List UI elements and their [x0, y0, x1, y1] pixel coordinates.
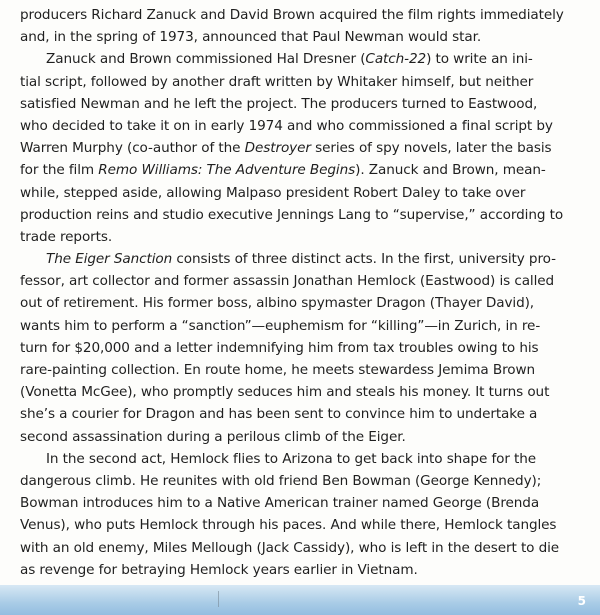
italic-title: Destroyer: [244, 140, 311, 157]
text-line: [20, 470, 580, 492]
text-run: and, in the spring of 1973, announced that Paul Newman would star.: [20, 29, 482, 46]
text-run: who decided to take it on in early 1974 and who commissioned a final script by: [20, 117, 553, 134]
text-line: [20, 448, 580, 470]
text-run: Venus), who puts Hemlock through his paces. And while there, Hemlock tangles: [20, 517, 557, 534]
text-run: with an old enemy, Miles Mellough (Jack Cassidy), who is left in the desert to die: [20, 539, 560, 556]
text-line: [20, 315, 580, 337]
text-run: as revenge for betraying Hemlock years earlier in Vietnam.: [20, 561, 418, 578]
text-run: series of spy novels, later the basis: [310, 140, 552, 157]
text-line: [20, 337, 580, 359]
text-line: [20, 159, 580, 181]
text-run: In the second act, Hemlock flies to Arizona to get back into shape for the: [46, 450, 537, 467]
text-line: [20, 4, 580, 26]
text-run: trade reports.: [20, 228, 113, 245]
text-run: (Vonetta McGee), who promptly seduces him and steals his money. It turns out: [20, 384, 550, 401]
text-line: [20, 137, 580, 159]
text-line: [20, 381, 580, 403]
text-line: [20, 537, 580, 559]
page-number: 5: [577, 594, 586, 608]
text-line: [20, 426, 580, 448]
text-run: fessor, art collector and former assassin Jonathan Hemlock (Eastwood) is called: [20, 273, 555, 290]
scan-mark: [218, 591, 219, 607]
italic-title: Remo Williams: The Adventure Begins: [98, 162, 356, 179]
text-run: Warren Murphy (co-author of the: [20, 140, 245, 157]
text-run: while, stepped aside, allowing Malpaso president Robert Daley to take over: [20, 184, 526, 201]
text-line: [20, 248, 580, 270]
body-text: [20, 4, 580, 581]
text-run: ). Zanuck and Brown, mean-: [355, 162, 546, 179]
text-run: ) to write an ini-: [426, 51, 533, 68]
text-run: dangerous climb. He reunites with old friend Ben Bowman (George Kennedy);: [20, 472, 542, 489]
text-line: [20, 492, 580, 514]
text-run: out of retirement. His former boss, albino spymaster Dragon (Thayer David),: [20, 295, 535, 312]
text-line: [20, 182, 580, 204]
text-run: satisfied Newman and he left the project. The producers turned to Eastwood,: [20, 95, 538, 112]
text-line: [20, 359, 580, 381]
text-line: [20, 403, 580, 425]
text-run: wants him to perform a “sanction”—euphemism for “killing”—in Zurich, in re-: [20, 317, 541, 334]
text-run: Bowman introduces him to a Native American trainer named George (Brenda: [20, 495, 540, 512]
text-line: [20, 204, 580, 226]
text-line: [20, 226, 580, 248]
text-run: turn for $20,000 and a letter indemnifying him from tax troubles owing to his: [20, 339, 539, 356]
italic-title: The Eiger Sanction: [46, 251, 173, 268]
text-run: production reins and studio executive Jennings Lang to “supervise,” according to: [20, 206, 564, 223]
text-run: consists of three distinct acts. In the first, university pro-: [172, 251, 556, 268]
text-run: rare-painting collection. En route home, he meets stewardess Jemima Brown: [20, 362, 536, 378]
text-line: [20, 93, 580, 115]
text-run: producers Richard Zanuck and David Brown acquired the film rights immediately: [20, 7, 564, 23]
text-run: for the film: [20, 162, 99, 179]
text-line: [20, 270, 580, 292]
text-line: [20, 26, 580, 48]
footer-band: [0, 585, 600, 615]
text-line: [20, 559, 580, 581]
text-line: [20, 292, 580, 314]
text-run: she’s a courier for Dragon and has been sent to convince him to undertake a: [20, 406, 538, 423]
italic-title: Catch-22: [365, 51, 427, 68]
text-line: [20, 115, 580, 137]
text-run: second assassination during a perilous climb of the Eiger.: [20, 428, 406, 445]
text-line: [20, 514, 580, 536]
text-run: tial script, followed by another draft written by Whitaker himself, but neither: [20, 73, 534, 90]
text-line: [20, 48, 580, 70]
text-line: [20, 71, 580, 93]
text-run: Zanuck and Brown commissioned Hal Dresner (: [46, 51, 366, 68]
